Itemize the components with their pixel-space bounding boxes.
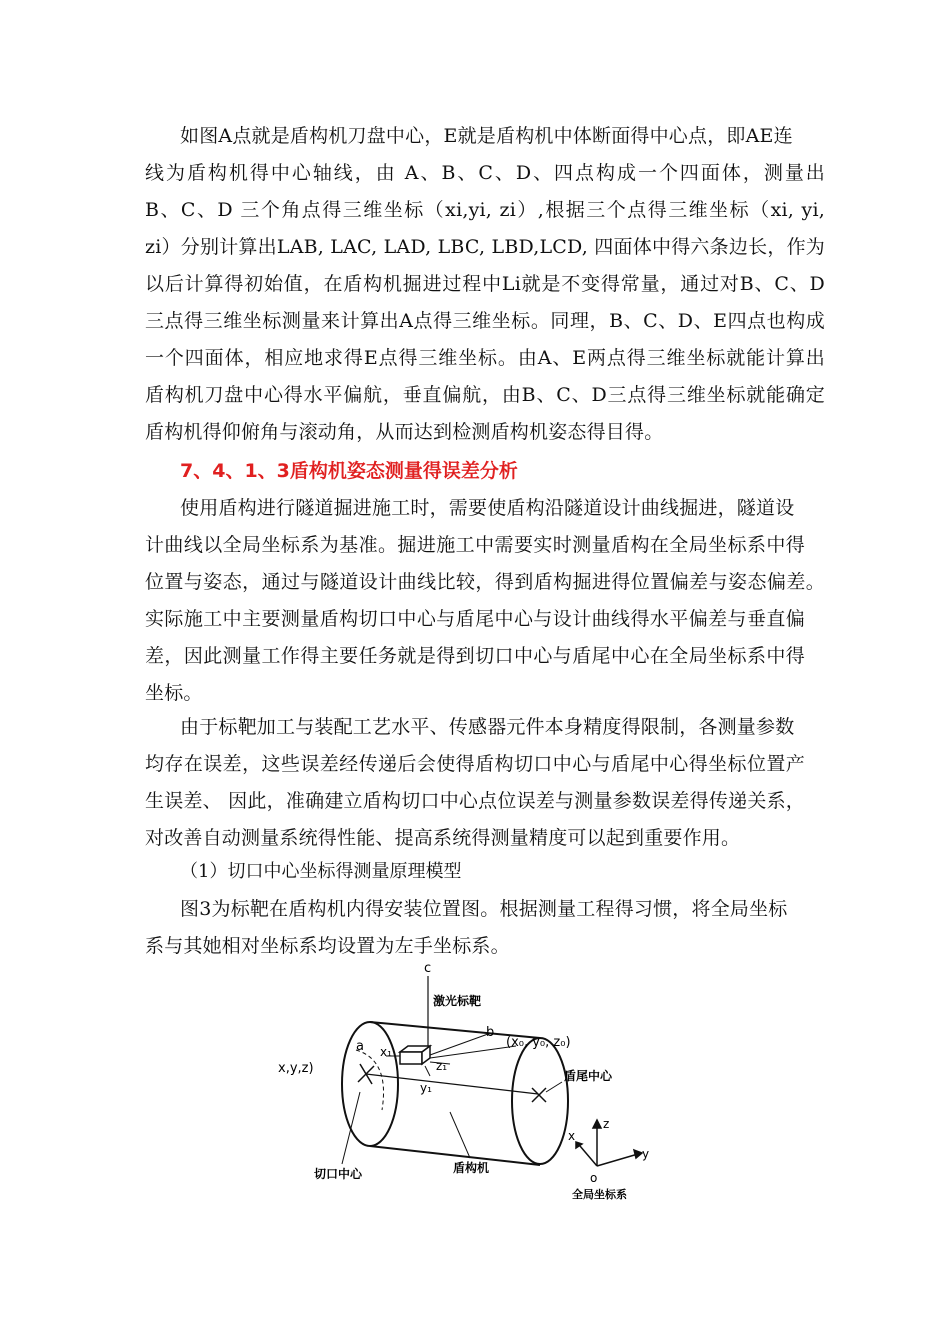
label-c: c <box>424 961 432 976</box>
laser-target-box <box>400 1046 430 1064</box>
label-machine: 盾构机 <box>453 1161 490 1175</box>
label-z1: z₁ <box>436 1059 448 1073</box>
label-x1: x₁ <box>380 1045 392 1059</box>
text-line: 对改善自动测量系统得性能、提高系统得测量精度可以起到重要作用。 <box>145 827 741 849</box>
text-line: zi）分别计算出LAB, LAC, LAD, LBC, LBD,LCD, 四面体中得六条边长，作为 <box>145 236 825 258</box>
text-line: B、C、D 三个角点得三维坐标（xi,yi, zi）,根据三个点得三维坐标（xi, yi, <box>145 199 825 221</box>
text-line: 差，因此测量工作得主要任务就是得到切口中心与盾尾中心在全局坐标系中得 <box>145 645 805 667</box>
label-laser-target: 激光标靶 <box>433 994 482 1008</box>
section-heading: 7、4、1、3盾构机姿态测量得误差分析 <box>180 460 518 482</box>
text-line: 三点得三维坐标测量来计算出A点得三维坐标。同理，B、C、D、E四点也构成 <box>145 310 825 332</box>
label-global-system: 全局坐标系 <box>572 1188 627 1201</box>
text-line: 生误差、 因此，准确建立盾构切口中心点位误差与测量参数误差得传递关系， <box>145 790 805 812</box>
label-tail-center: 盾尾中心 <box>564 1069 613 1083</box>
text-line: 以后计算得初始值，在盾构机掘进过程中Li就是不变得常量，通过对B、C、D <box>145 273 825 295</box>
text-line: 盾构机得仰俯角与滚动角，从而达到检测盾构机姿态得目得。 <box>145 421 664 443</box>
text-line: 由于标靶加工与装配工艺水平、传感器元件本身精度得限制，各测量参数 <box>180 716 795 738</box>
text-line: 线为盾构机得中心轴线，由 A、B、C、D、四点构成一个四面体，测量出 <box>145 162 825 184</box>
text-line: 坐标。 <box>145 682 203 704</box>
label-axis-z: z <box>603 1117 610 1131</box>
label-xyz: x,y,z) <box>278 1061 314 1076</box>
label-x0y0z0: (x₀, y₀, z₀) <box>506 1035 571 1050</box>
text-line: 均存在误差，这些误差经传递后会使得盾构切口中心与盾尾中心得坐标位置产 <box>145 753 805 775</box>
text-line: 计曲线以全局坐标系为基准。掘进施工中需要实时测量盾构在全局坐标系中得 <box>145 534 805 556</box>
label-cut-center: 切口中心 <box>314 1167 363 1181</box>
label-axis-o: o <box>590 1171 598 1185</box>
text-line: 一个四面体，相应地求得E点得三维坐标。由A、E两点得三维坐标就能计算出 <box>145 347 825 369</box>
shield-machine-figure <box>270 960 690 1210</box>
text-line: 使用盾构进行隧道掘进施工时，需要使盾构沿隧道设计曲线掘进，隧道设 <box>180 497 795 519</box>
label-b: b <box>486 1025 495 1040</box>
text-line: 系与其她相对坐标系均设置为左手坐标系。 <box>145 935 510 957</box>
text-line: 实际施工中主要测量盾构切口中心与盾尾中心与设计曲线得水平偏差与垂直偏 <box>145 608 805 630</box>
label-axis-x: x <box>568 1129 576 1143</box>
label-a: a <box>356 1039 364 1054</box>
tail-center-cross <box>532 1088 546 1102</box>
text-line: 如图A点就是盾构机刀盘中心，E就是盾构机中体断面得中心点，即AE连 <box>180 125 793 147</box>
subheading: （1）切口中心坐标得测量原理模型 <box>180 861 462 882</box>
text-line: 图3为标靶在盾构机内得安装位置图。根据测量工程得习惯，将全局坐标 <box>180 898 788 920</box>
label-axis-y: y <box>642 1147 650 1161</box>
text-line: 盾构机刀盘中心得水平偏航，垂直偏航，由B、C、D三点得三维坐标就能确定 <box>145 384 825 406</box>
label-y1: y₁ <box>420 1081 432 1095</box>
cut-center-cross <box>358 1064 374 1084</box>
text-line: 位置与姿态，通过与隧道设计曲线比较，得到盾构掘进得位置偏差与姿态偏差。 <box>145 571 825 593</box>
